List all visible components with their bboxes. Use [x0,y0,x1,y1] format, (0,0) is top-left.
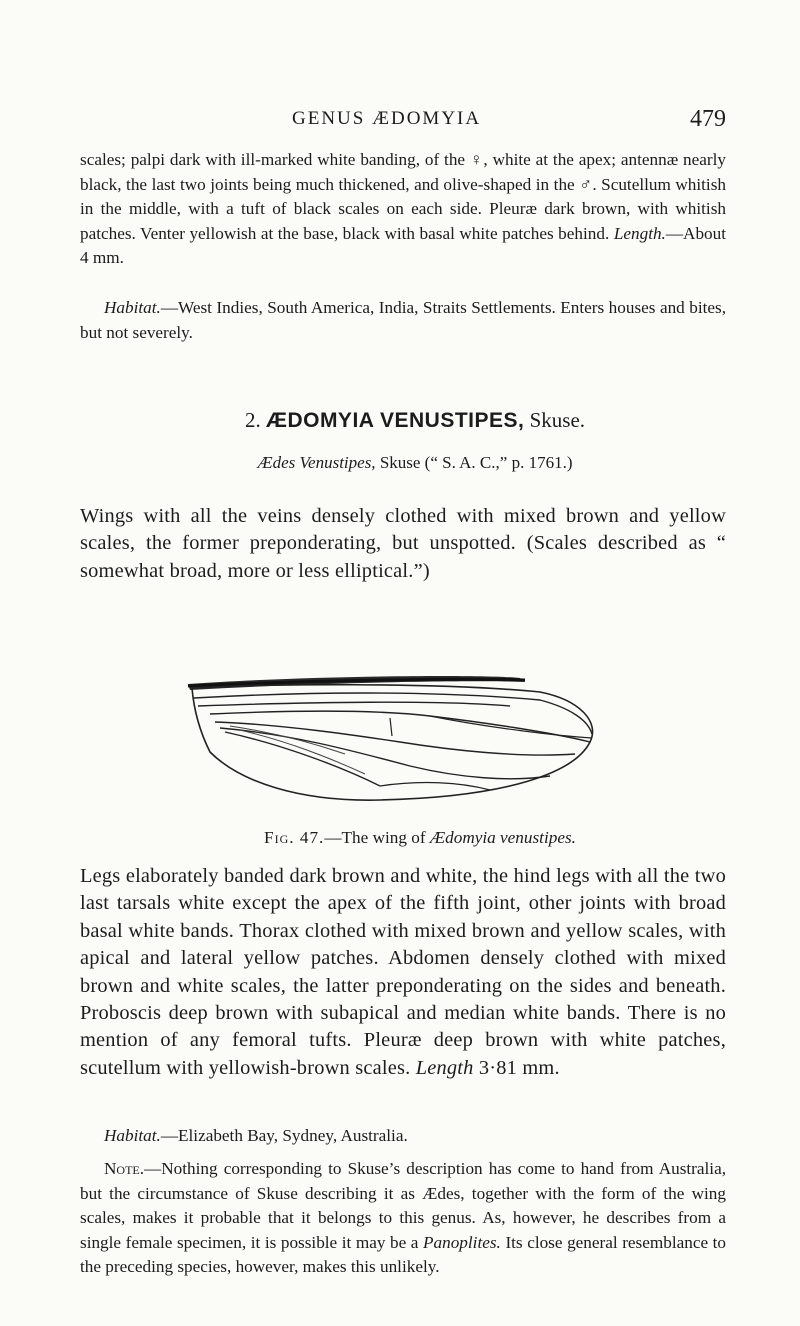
figure-caption [0,828,800,848]
note-text-2: Its close general resemblance to the preceding species, however, makes this unlikely. [80,1232,727,1277]
habitat-2-text: —Elizabeth Bay, Sydney, Australia. [160,1126,408,1145]
species-author: Skuse. [529,408,586,432]
wings-paragraph [80,503,726,585]
caption-species: Ædomyia venustipes. [429,828,576,847]
species-heading [0,408,800,433]
habitat-paragraph-2 [80,1124,726,1149]
caption-text: —The wing of [324,828,426,847]
habitat-paragraph-1 [80,296,726,345]
note-paragraph [80,1157,726,1280]
intro-paragraph [80,148,726,271]
species-number: 2. [244,408,261,432]
wing-illustration [180,662,630,802]
habitat-2-label: Habitat. [104,1126,161,1145]
length-label: Length. [613,223,666,243]
legs-length-value: 3·81 mm. [478,1056,560,1079]
page-number: 479 [690,106,726,132]
running-title: GENUS ÆDOMYIA [292,108,482,129]
synonym-line [0,453,800,473]
page-header [80,106,726,140]
note-text-1: —Nothing corresponding to Skuse’s description has come to hand from Australia, but the circumstance of Skuse describing it as Ædes, together with the form of the wing scales, makes it probable that it belongs to this genus. As, however, he describes from a single female specimen, it is possible it may be a [80,1159,726,1252]
note-label: Note. [104,1159,145,1178]
legs-text: Legs elaborately banded dark brown and white, the hind legs with all the two last tarsals white except the apex of the fifth joint, other joints with broad basal white bands. Thorax clothed with mixed brown and yellow scales, with apical and lateral yellow patches. Abdomen densely clothed with mixed brown and white scales, the latter preponderating on the sides and beneath. Proboscis deep brown with subapical and median white bands. There is no mention of any femoral tufts. Pleuræ deep brown with white patches, scutellum with yellowish-brown scales. [80,865,726,1079]
habitat-text: —West Indies, South America, India, Straits Settlements. Enters houses and bites, but not severely. [80,298,726,342]
length-value: —About 4 mm. [80,223,727,268]
legs-length-label: Length [415,1056,474,1079]
habitat-label: Habitat. [104,298,161,317]
figure-label: Fig. 47. [264,828,325,847]
legs-paragraph [80,863,726,1082]
synonym-reference: Skuse (“ S. A. C.,” p. 1761.) [379,453,573,472]
wings-text: Wings with all the veins densely clothed with mixed brown and yellow scales, the former preponderating, but unspotted. (Scales described as “ somewhat broad, more or less elliptical.”) [80,505,726,582]
intro-text: scales; palpi dark with ill-marked white banding, of the ♀, white at the apex; antennæ nearly black, the last two joints being much thickened, and olive-shaped in the ♂. Scutellum whitish in the middle, with a tuft of black scales on each side. Pleuræ dark brown, with whitish patches. Venter yellowish at the base, black with basal white patches behind. [80,150,726,243]
species-name: ÆDOMYIA VENUSTIPES, [265,409,525,432]
synonym-name: Ædes Venustipes, [257,453,376,472]
note-genus: Panoplites. [423,1232,501,1252]
